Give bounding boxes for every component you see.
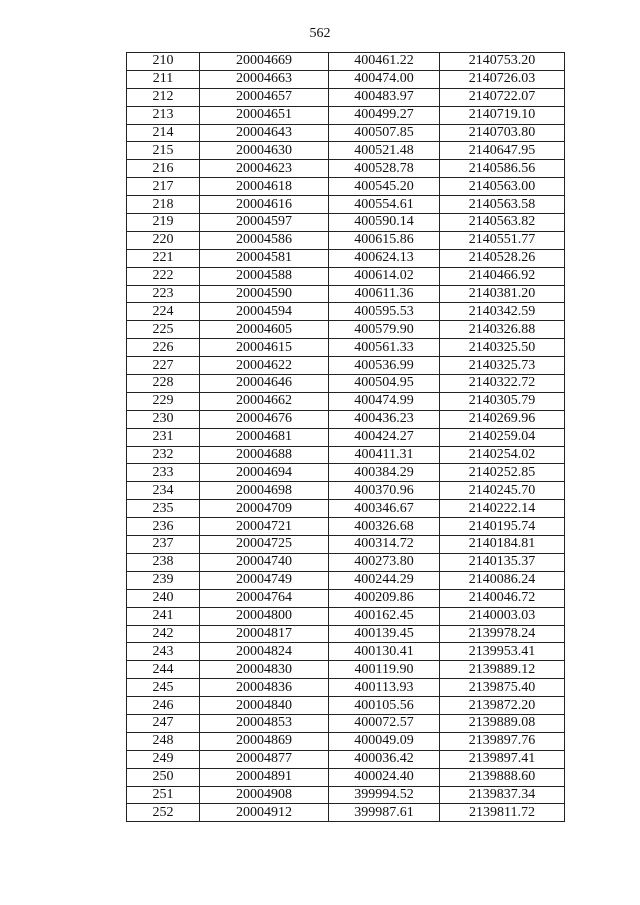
y-coordinate-cell: 2140726.03: [440, 70, 565, 88]
table-row: [127, 661, 565, 679]
x-coordinate-cell: 400474.00: [329, 70, 440, 88]
x-coordinate-cell: 400436.23: [329, 410, 440, 428]
y-coordinate-cell: 2140086.24: [440, 571, 565, 589]
y-coordinate-cell: 2140466.92: [440, 267, 565, 285]
point-id-cell: 20004688: [200, 446, 329, 464]
point-number-cell: 243: [127, 643, 200, 661]
point-id-cell: 20004840: [200, 697, 329, 715]
point-id-cell: 20004824: [200, 643, 329, 661]
x-coordinate-cell: 400474.99: [329, 392, 440, 410]
table-row: [127, 231, 565, 249]
point-number-cell: 214: [127, 124, 200, 142]
x-coordinate-cell: 400113.93: [329, 679, 440, 697]
y-coordinate-cell: 2139889.08: [440, 714, 565, 732]
point-number-cell: 223: [127, 285, 200, 303]
point-number-cell: 250: [127, 768, 200, 786]
point-number-cell: 232: [127, 446, 200, 464]
table-row: [127, 732, 565, 750]
point-id-cell: 20004698: [200, 482, 329, 500]
x-coordinate-cell: 400424.27: [329, 428, 440, 446]
point-number-cell: 236: [127, 518, 200, 536]
point-number-cell: 240: [127, 589, 200, 607]
point-number-cell: 222: [127, 267, 200, 285]
x-coordinate-cell: 400049.09: [329, 732, 440, 750]
table-row: [127, 142, 565, 160]
point-id-cell: 20004630: [200, 142, 329, 160]
y-coordinate-cell: 2140326.88: [440, 321, 565, 339]
y-coordinate-cell: 2140551.77: [440, 231, 565, 249]
y-coordinate-cell: 2140305.79: [440, 392, 565, 410]
point-id-cell: 20004721: [200, 518, 329, 536]
table-row: [127, 392, 565, 410]
x-coordinate-cell: 400615.86: [329, 231, 440, 249]
point-number-cell: 230: [127, 410, 200, 428]
table-row: [127, 446, 565, 464]
point-number-cell: 221: [127, 249, 200, 267]
y-coordinate-cell: 2139897.41: [440, 750, 565, 768]
table-row: [127, 804, 565, 822]
point-id-cell: 20004676: [200, 410, 329, 428]
point-id-cell: 20004616: [200, 196, 329, 214]
y-coordinate-cell: 2139953.41: [440, 643, 565, 661]
point-number-cell: 226: [127, 339, 200, 357]
point-id-cell: 20004817: [200, 625, 329, 643]
y-coordinate-cell: 2140753.20: [440, 53, 565, 71]
point-number-cell: 218: [127, 196, 200, 214]
y-coordinate-cell: 2140722.07: [440, 88, 565, 106]
table-row: [127, 375, 565, 393]
y-coordinate-cell: 2140563.00: [440, 178, 565, 196]
x-coordinate-cell: 400521.48: [329, 142, 440, 160]
table-row: [127, 714, 565, 732]
point-number-cell: 247: [127, 714, 200, 732]
point-number-cell: 224: [127, 303, 200, 321]
point-id-cell: 20004651: [200, 106, 329, 124]
point-number-cell: 216: [127, 160, 200, 178]
y-coordinate-cell: 2140322.72: [440, 375, 565, 393]
point-id-cell: 20004709: [200, 500, 329, 518]
point-number-cell: 229: [127, 392, 200, 410]
point-number-cell: 228: [127, 375, 200, 393]
y-coordinate-cell: 2140003.03: [440, 607, 565, 625]
table-row: [127, 160, 565, 178]
point-id-cell: 20004662: [200, 392, 329, 410]
point-number-cell: 213: [127, 106, 200, 124]
page-number: 562: [309, 26, 331, 41]
y-coordinate-cell: 2140703.80: [440, 124, 565, 142]
point-id-cell: 20004663: [200, 70, 329, 88]
point-number-cell: 249: [127, 750, 200, 768]
point-id-cell: 20004594: [200, 303, 329, 321]
point-number-cell: 217: [127, 178, 200, 196]
table-row: [127, 768, 565, 786]
x-coordinate-cell: 400461.22: [329, 53, 440, 71]
point-number-cell: 233: [127, 464, 200, 482]
table-row: [127, 589, 565, 607]
point-id-cell: 20004586: [200, 231, 329, 249]
point-id-cell: 20004681: [200, 428, 329, 446]
y-coordinate-cell: 2139811.72: [440, 804, 565, 822]
x-coordinate-cell: 400130.41: [329, 643, 440, 661]
table-row: [127, 178, 565, 196]
x-coordinate-cell: 400244.29: [329, 571, 440, 589]
table-row: [127, 339, 565, 357]
x-coordinate-cell: 400483.97: [329, 88, 440, 106]
point-id-cell: 20004623: [200, 160, 329, 178]
x-coordinate-cell: 400611.36: [329, 285, 440, 303]
table-row: [127, 106, 565, 124]
table-row: [127, 697, 565, 715]
y-coordinate-cell: 2139888.60: [440, 768, 565, 786]
table-row: [127, 571, 565, 589]
coordinates-table: [126, 52, 565, 822]
point-number-cell: 212: [127, 88, 200, 106]
table-row: [127, 786, 565, 804]
x-coordinate-cell: 400105.56: [329, 697, 440, 715]
point-id-cell: 20004657: [200, 88, 329, 106]
x-coordinate-cell: 400595.53: [329, 303, 440, 321]
x-coordinate-cell: 400119.90: [329, 661, 440, 679]
x-coordinate-cell: 400072.57: [329, 714, 440, 732]
x-coordinate-cell: 400624.13: [329, 249, 440, 267]
x-coordinate-cell: 400162.45: [329, 607, 440, 625]
y-coordinate-cell: 2140252.85: [440, 464, 565, 482]
y-coordinate-cell: 2140342.59: [440, 303, 565, 321]
y-coordinate-cell: 2140586.56: [440, 160, 565, 178]
point-number-cell: 251: [127, 786, 200, 804]
x-coordinate-cell: 400504.95: [329, 375, 440, 393]
x-coordinate-cell: 400614.02: [329, 267, 440, 285]
y-coordinate-cell: 2140528.26: [440, 249, 565, 267]
point-id-cell: 20004908: [200, 786, 329, 804]
x-coordinate-cell: 400554.61: [329, 196, 440, 214]
x-coordinate-cell: 399987.61: [329, 804, 440, 822]
point-id-cell: 20004869: [200, 732, 329, 750]
point-id-cell: 20004581: [200, 249, 329, 267]
table-row: [127, 464, 565, 482]
y-coordinate-cell: 2139872.20: [440, 697, 565, 715]
point-id-cell: 20004694: [200, 464, 329, 482]
table-row: [127, 249, 565, 267]
table-row: [127, 518, 565, 536]
point-id-cell: 20004912: [200, 804, 329, 822]
point-id-cell: 20004669: [200, 53, 329, 71]
x-coordinate-cell: 400139.45: [329, 625, 440, 643]
table-row: [127, 321, 565, 339]
y-coordinate-cell: 2139978.24: [440, 625, 565, 643]
table-row: [127, 303, 565, 321]
y-coordinate-cell: 2140222.14: [440, 500, 565, 518]
y-coordinate-cell: 2139875.40: [440, 679, 565, 697]
x-coordinate-cell: 400499.27: [329, 106, 440, 124]
point-number-cell: 234: [127, 482, 200, 500]
y-coordinate-cell: 2140325.50: [440, 339, 565, 357]
point-number-cell: 210: [127, 53, 200, 71]
y-coordinate-cell: 2140563.58: [440, 196, 565, 214]
table-row: [127, 428, 565, 446]
y-coordinate-cell: 2140046.72: [440, 589, 565, 607]
point-id-cell: 20004725: [200, 536, 329, 554]
table-row: [127, 607, 565, 625]
x-coordinate-cell: 400346.67: [329, 500, 440, 518]
table-row: [127, 679, 565, 697]
coordinates-table-body: [127, 53, 565, 822]
y-coordinate-cell: 2140563.82: [440, 214, 565, 232]
y-coordinate-cell: 2140647.95: [440, 142, 565, 160]
x-coordinate-cell: 400411.31: [329, 446, 440, 464]
point-id-cell: 20004853: [200, 714, 329, 732]
table-row: [127, 625, 565, 643]
table-row: [127, 500, 565, 518]
point-id-cell: 20004877: [200, 750, 329, 768]
y-coordinate-cell: 2140135.37: [440, 553, 565, 571]
table-row: [127, 285, 565, 303]
y-coordinate-cell: 2139889.12: [440, 661, 565, 679]
point-number-cell: 235: [127, 500, 200, 518]
point-id-cell: 20004836: [200, 679, 329, 697]
table-row: [127, 196, 565, 214]
point-number-cell: 252: [127, 804, 200, 822]
table-row: [127, 214, 565, 232]
table-row: [127, 553, 565, 571]
point-id-cell: 20004615: [200, 339, 329, 357]
x-coordinate-cell: 400536.99: [329, 357, 440, 375]
y-coordinate-cell: 2140719.10: [440, 106, 565, 124]
point-number-cell: 211: [127, 70, 200, 88]
point-number-cell: 245: [127, 679, 200, 697]
table-row: [127, 536, 565, 554]
point-id-cell: 20004605: [200, 321, 329, 339]
x-coordinate-cell: 400384.29: [329, 464, 440, 482]
point-number-cell: 248: [127, 732, 200, 750]
table-row: [127, 88, 565, 106]
point-id-cell: 20004830: [200, 661, 329, 679]
point-id-cell: 20004597: [200, 214, 329, 232]
point-id-cell: 20004800: [200, 607, 329, 625]
point-number-cell: 246: [127, 697, 200, 715]
point-id-cell: 20004891: [200, 768, 329, 786]
y-coordinate-cell: 2140254.02: [440, 446, 565, 464]
table-row: [127, 267, 565, 285]
table-row: [127, 53, 565, 71]
x-coordinate-cell: 400314.72: [329, 536, 440, 554]
y-coordinate-cell: 2140184.81: [440, 536, 565, 554]
table-row: [127, 124, 565, 142]
x-coordinate-cell: 400273.80: [329, 553, 440, 571]
table-row: [127, 70, 565, 88]
x-coordinate-cell: 400024.40: [329, 768, 440, 786]
point-id-cell: 20004590: [200, 285, 329, 303]
y-coordinate-cell: 2139837.34: [440, 786, 565, 804]
point-id-cell: 20004622: [200, 357, 329, 375]
x-coordinate-cell: 400507.85: [329, 124, 440, 142]
y-coordinate-cell: 2140245.70: [440, 482, 565, 500]
x-coordinate-cell: 399994.52: [329, 786, 440, 804]
x-coordinate-cell: 400036.42: [329, 750, 440, 768]
y-coordinate-cell: 2139897.76: [440, 732, 565, 750]
point-id-cell: 20004764: [200, 589, 329, 607]
y-coordinate-cell: 2140381.20: [440, 285, 565, 303]
y-coordinate-cell: 2140325.73: [440, 357, 565, 375]
table-row: [127, 482, 565, 500]
x-coordinate-cell: 400370.96: [329, 482, 440, 500]
point-number-cell: 244: [127, 661, 200, 679]
table-row: [127, 750, 565, 768]
x-coordinate-cell: 400590.14: [329, 214, 440, 232]
point-number-cell: 241: [127, 607, 200, 625]
x-coordinate-cell: 400545.20: [329, 178, 440, 196]
point-id-cell: 20004643: [200, 124, 329, 142]
x-coordinate-cell: 400561.33: [329, 339, 440, 357]
x-coordinate-cell: 400326.68: [329, 518, 440, 536]
point-number-cell: 239: [127, 571, 200, 589]
point-number-cell: 219: [127, 214, 200, 232]
table-row: [127, 643, 565, 661]
point-number-cell: 215: [127, 142, 200, 160]
point-id-cell: 20004618: [200, 178, 329, 196]
table-row: [127, 410, 565, 428]
point-id-cell: 20004588: [200, 267, 329, 285]
y-coordinate-cell: 2140195.74: [440, 518, 565, 536]
point-number-cell: 225: [127, 321, 200, 339]
y-coordinate-cell: 2140269.96: [440, 410, 565, 428]
x-coordinate-cell: 400528.78: [329, 160, 440, 178]
point-number-cell: 231: [127, 428, 200, 446]
point-id-cell: 20004740: [200, 553, 329, 571]
point-number-cell: 242: [127, 625, 200, 643]
point-id-cell: 20004646: [200, 375, 329, 393]
point-id-cell: 20004749: [200, 571, 329, 589]
table-row: [127, 357, 565, 375]
point-number-cell: 220: [127, 231, 200, 249]
x-coordinate-cell: 400579.90: [329, 321, 440, 339]
point-number-cell: 238: [127, 553, 200, 571]
y-coordinate-cell: 2140259.04: [440, 428, 565, 446]
point-number-cell: 227: [127, 357, 200, 375]
point-number-cell: 237: [127, 536, 200, 554]
x-coordinate-cell: 400209.86: [329, 589, 440, 607]
